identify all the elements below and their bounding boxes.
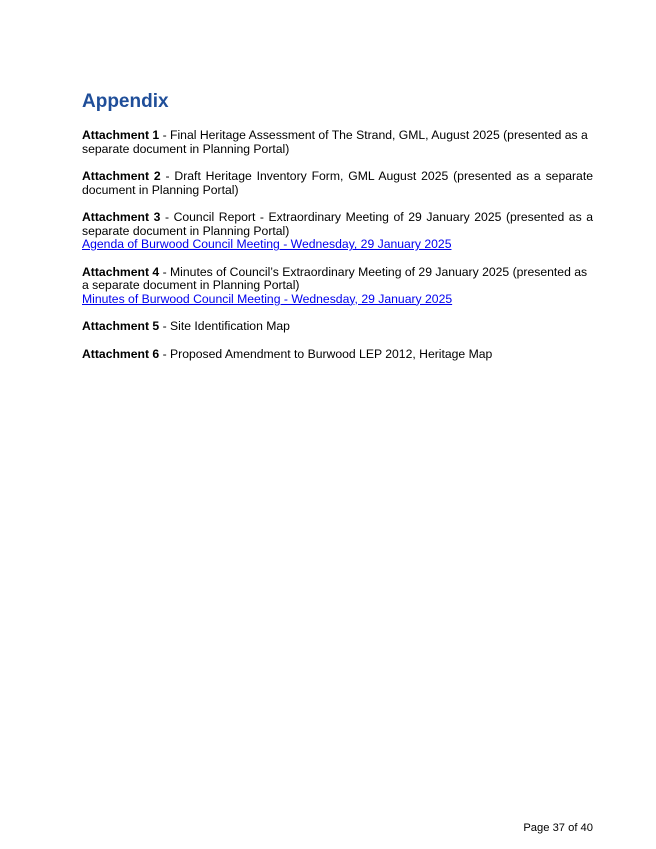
attachment-5 [82,320,593,334]
attachment-3-agenda-link[interactable]: Agenda of Burwood Council Meeting - Wednesday, 29 January 2025 [82,237,452,252]
attachment-1 [82,129,593,156]
attachment-5-description: - Site Identification Map [159,319,290,334]
attachment-4-description: - Minutes of Council’s Extraordinary Meeting of 29 January 2025 (presented as a separate document in Planning Portal) [82,264,588,293]
attachment-5-label: Attachment 5 [82,319,160,334]
attachment-6-description: - Proposed Amendment to Burwood LEP 2012, Heritage Map [159,346,493,361]
attachment-6-label: Attachment 6 [82,346,160,361]
attachment-3 [82,211,593,252]
attachment-3-label: Attachment 3 [82,209,161,224]
attachment-2-description: - Draft Heritage Inventory Form, GML August 2025 (presented as a separate document in Planning Portal) [82,168,593,197]
attachment-6 [82,348,593,362]
attachment-1-label: Attachment 1 [82,128,160,142]
attachment-4 [82,266,593,307]
page-title: Appendix [82,91,169,112]
attachment-4-label: Attachment 4 [82,264,160,279]
attachment-list [82,129,593,375]
page-number: Page 37 of 40 [523,822,593,834]
attachment-3-description: - Council Report - Extraordinary Meeting of 29 January 2025 (presented as a separate document in Planning Portal) [82,209,594,238]
attachment-1-description: - Final Heritage Assessment of The Strand, GML, August 2025 (presented as a separate document in Planning Portal) [82,128,588,156]
attachment-4-minutes-link[interactable]: Minutes of Burwood Council Meeting - Wednesday, 29 January 2025 [82,291,453,306]
attachment-2 [82,170,593,197]
attachment-2-label: Attachment 2 [82,168,161,183]
